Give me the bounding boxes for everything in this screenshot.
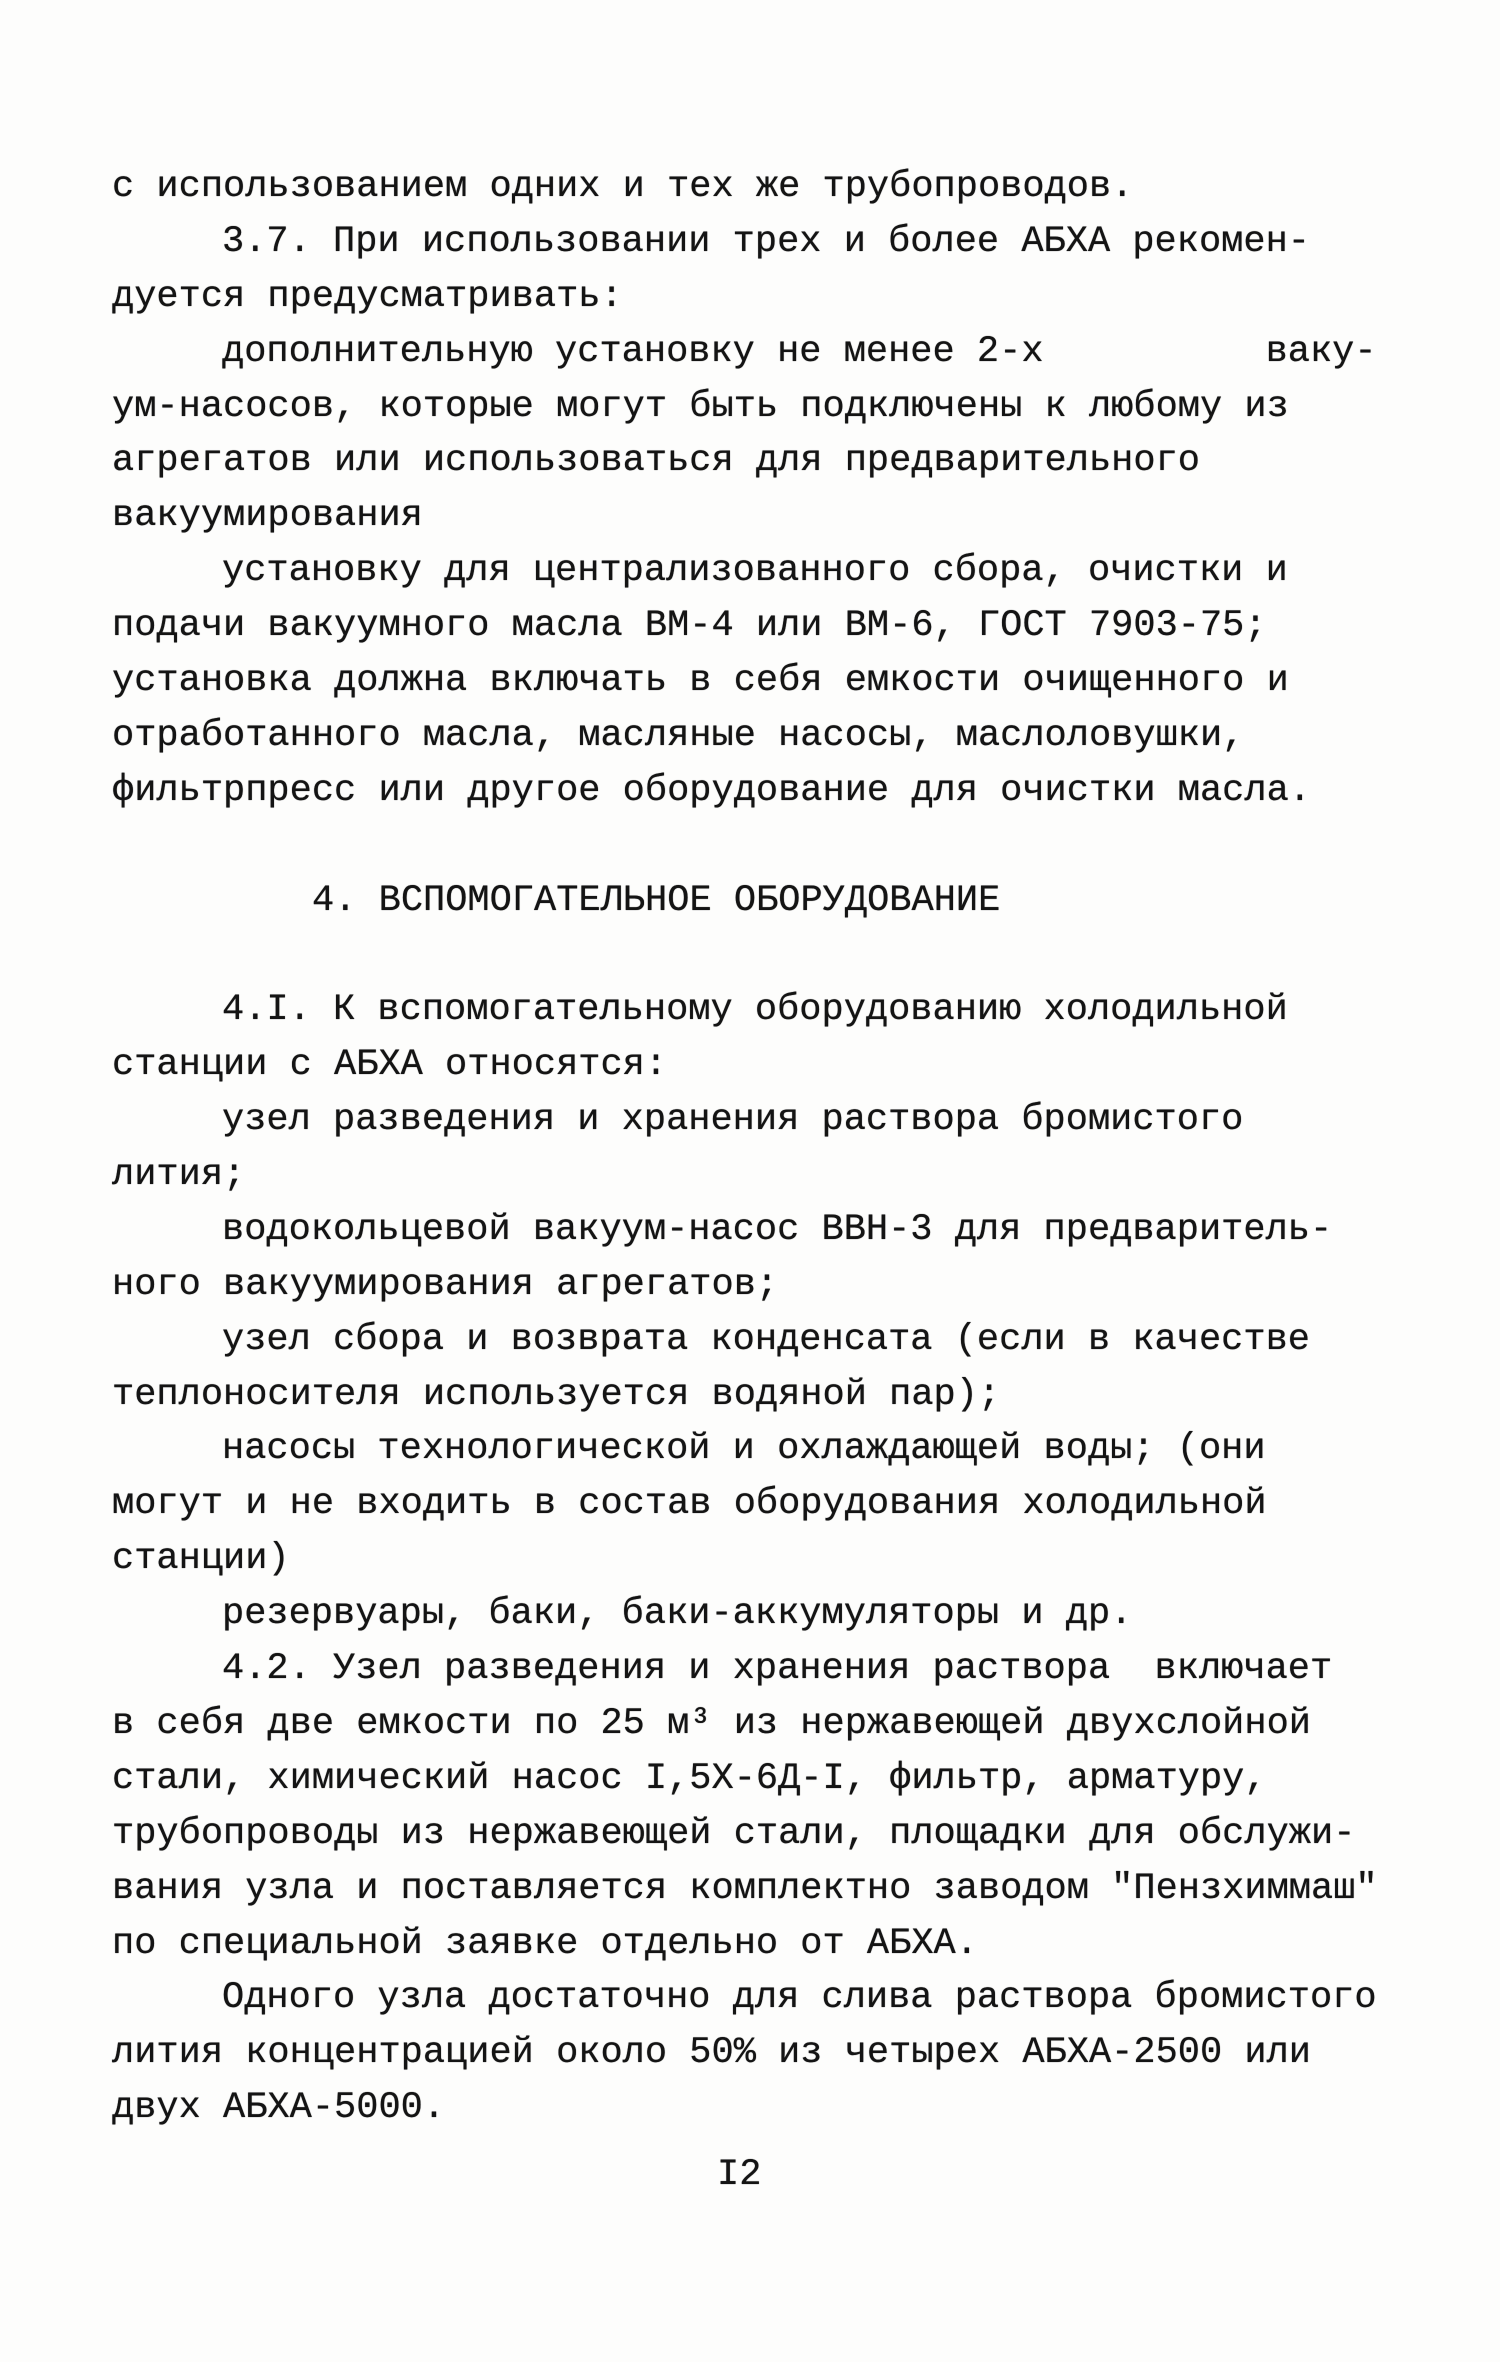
text-line: 3.7. При использовании трех и более АБХА рекомен- [222,220,1310,263]
text-line: узел разведения и хранения раствора бромистого [222,1099,1244,1142]
continuation-line: с использованием одних и тех же трубопроводов. [112,166,1134,208]
text-line: фильтрпресс или другое оборудование для очистки масла. [112,769,1311,812]
text-line: трубопроводы из нержавеющей стали, площадки для обслужи- [112,1812,1356,1855]
closing-paragraph [112,1971,1452,2136]
text-line: стали, химический насос I,5Х-6Д-I, фильтр, арматуру, [112,1757,1267,1800]
text-line: по специальной заявке отдельно от АБХА. [112,1922,978,1965]
page-number: I2 [717,2154,762,2196]
text-line: станции) [112,1538,290,1581]
text-line: ум-насосов, которые могут быть подключены к любому из [112,385,1289,428]
spacer [112,819,1452,874]
text-line: теплоносителя используется водяной пар); [112,1373,1001,1416]
text-line: могут и не входить в состав оборудования холодильной [112,1483,1267,1526]
text-line: вакуумирования [112,495,423,538]
section-heading: 4. ВСПОМОГАТЕЛЬНОЕ ОБОРУДОВАНИЕ [312,879,1001,922]
text-line: установку для централизованного сбора, очистки и [222,550,1288,593]
text-line: в себя две емкости по 25 м³ из нержавеющей двухслойной [112,1702,1311,1745]
text-line: лития концентрацией около 50% из четырех АБХА-2500 или [112,2032,1311,2075]
text-line: подачи вакуумного масла ВМ-4 или ВМ-6, ГОСТ 7903-75; [112,605,1267,648]
text-line: 4.I. К вспомогательному оборудованию холодильной [222,989,1288,1032]
text-line: ного вакуумирования агрегатов; [112,1263,779,1306]
text-line: вания узла и поставляется комплектно заводом "Пензхиммаш" [112,1867,1378,1910]
text-line: насосы технологической и охлаждающей воды; (они [222,1428,1266,1471]
text-line: двух АБХА-5000. [112,2087,446,2130]
text-line: дополнительную установку не менее 2-х ваку- [222,330,1377,373]
text-line: водокольцевой вакуум-насос ВВН-3 для предваритель- [222,1208,1333,1251]
text-line: резервуары, баки, баки-аккумуляторы и др. [222,1593,1133,1636]
text-line: 4.2. Узел разведения и хранения раствора включает [222,1648,1333,1691]
spacer [112,928,1452,983]
text-line: узел сбора и возврата конденсата (если в качестве [222,1318,1310,1361]
text-line: станции с АБХА относятся: [112,1044,668,1087]
text-line: отработанного масла, масляные насосы, маслоловушки, [112,714,1245,757]
clause-4-1 [112,983,1452,1642]
clause-3-7 [112,215,1452,819]
document-body [112,160,1452,2136]
text-line: установка должна включать в себя емкости очищенного и [112,660,1289,703]
text-line: лития; [112,1154,246,1197]
text-line: Одного узла достаточно для слива раствора бромистого [222,1977,1377,2020]
clause-4-2 [112,1642,1452,1971]
text-line: агрегатов или использоваться для предварительного [112,440,1200,483]
text-line: дуется предусматривать: [112,275,623,318]
